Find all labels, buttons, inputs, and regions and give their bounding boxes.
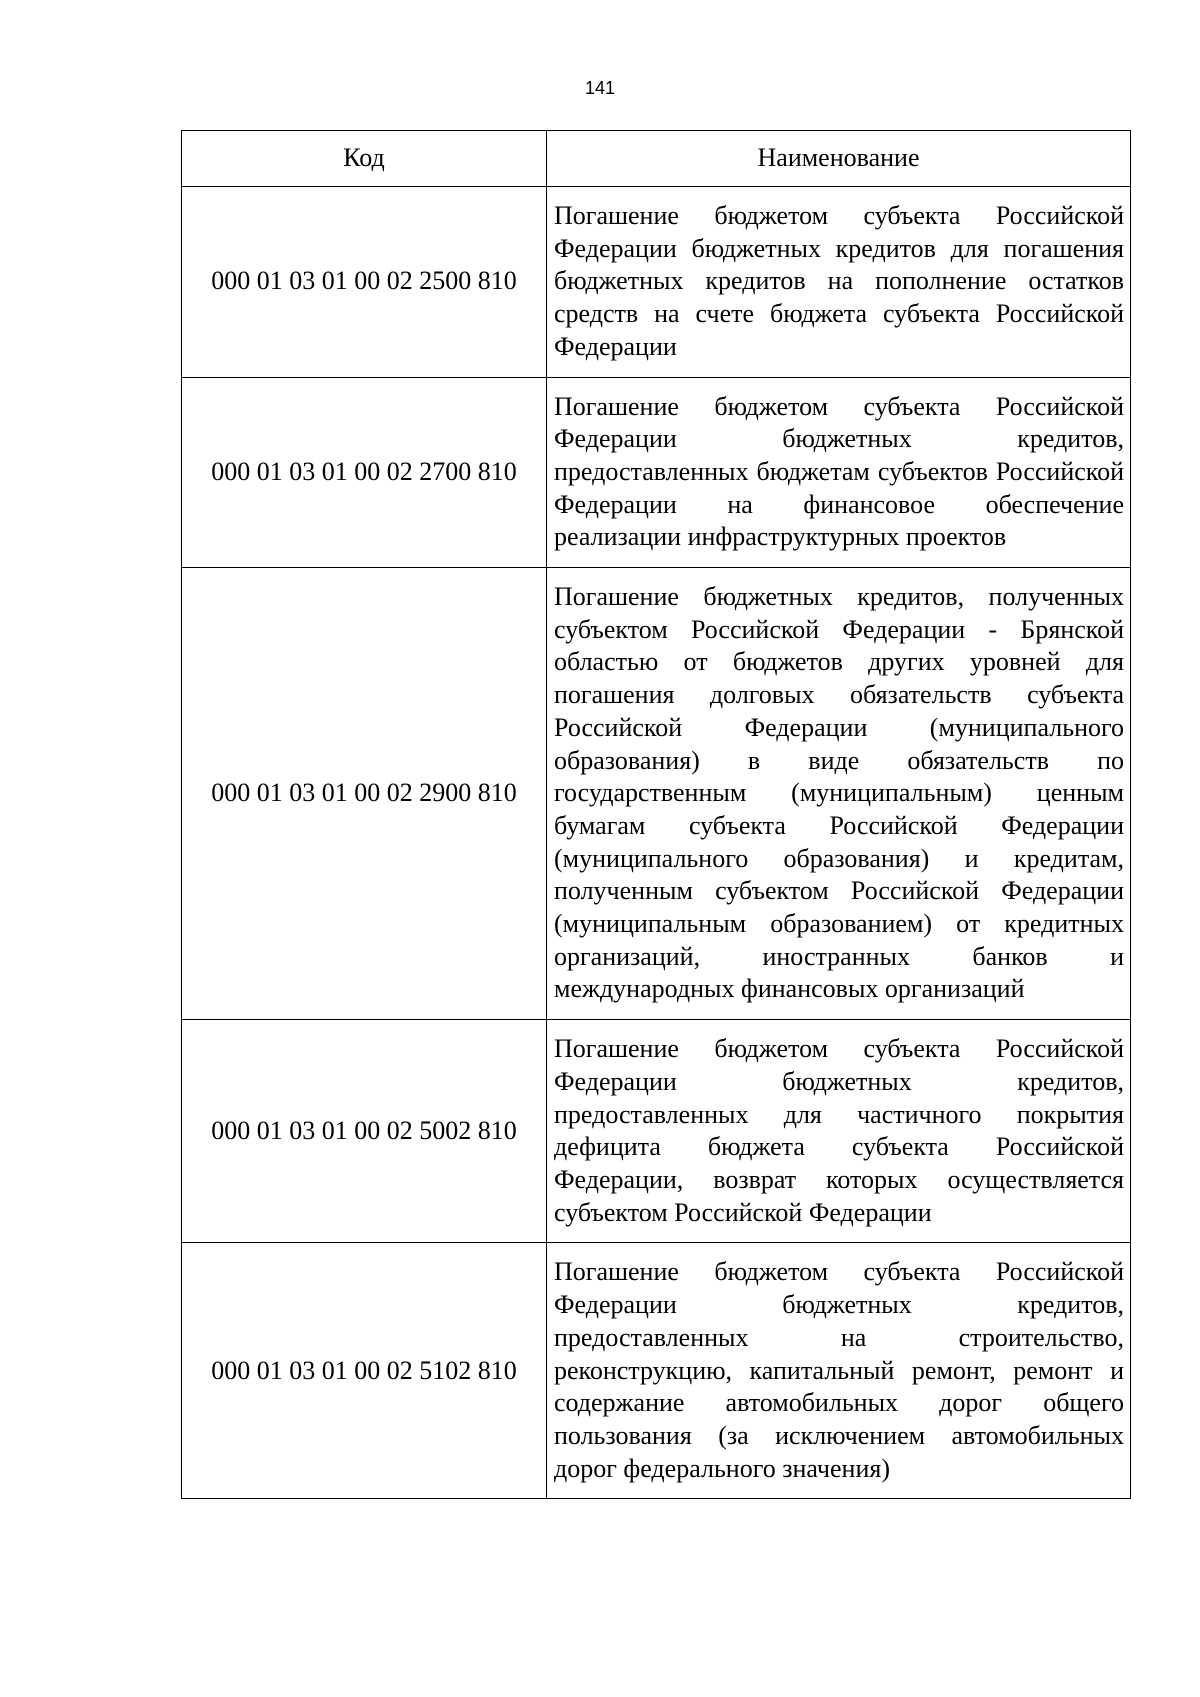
name-cell: Погашение бюджетом субъекта Российской Федерации бюджетных кредитов, предоставленных бюджетам субъектов Российской Федерации на финансовое обеспечение реализации инфраструктурных проектов — [547, 377, 1131, 568]
table-row — [182, 568, 1131, 1020]
header-name: Наименование — [547, 131, 1131, 187]
code-cell: 000 01 03 01 00 02 5002 810 — [182, 1020, 547, 1243]
table-row — [182, 1243, 1131, 1499]
code-cell: 000 01 03 01 00 02 5102 810 — [182, 1243, 547, 1499]
code-cell: 000 01 03 01 00 02 2700 810 — [182, 377, 547, 568]
name-cell: Погашение бюджетом субъекта Российской Федерации бюджетных кредитов, предоставленных на строительство, реконструкцию, капитальный ремонт, ремонт и содержание автомобильных дорог общего пользования (за исключением автомобильных дорог федерального значения) — [547, 1243, 1131, 1499]
table-header-row — [182, 131, 1131, 187]
table-row — [182, 1020, 1131, 1243]
name-cell: Погашение бюджетом субъекта Российской Федерации бюджетных кредитов, предоставленных для частичного покрытия дефицита бюджета субъекта Российской Федерации, возврат которых осуществляется субъектом Российской Федерации — [547, 1020, 1131, 1243]
page-number: 141 — [584, 78, 616, 98]
table-row — [182, 187, 1131, 378]
header-code: Код — [182, 131, 547, 187]
code-cell: 000 01 03 01 00 02 2500 810 — [182, 187, 547, 378]
name-cell: Погашение бюджетных кредитов, полученных субъектом Российской Федерации - Брянской областью от бюджетов других уровней для погашения долговых обязательств субъекта Российской Федерации (муниципального образования) в виде обязательств по государственным (муниципальным) ценным бумагам субъекта Российской Федерации (муниципального образования) и кредитам, полученным субъектом Российской Федерации (муниципальным образованием) от кредитных организаций, иностранных банков и международных финансовых организаций — [547, 568, 1131, 1020]
table-row — [182, 377, 1131, 568]
name-cell: Погашение бюджетом субъекта Российской Федерации бюджетных кредитов для погашения бюджетных кредитов на пополнение остатков средств на счете бюджета субъекта Российской Федерации — [547, 187, 1131, 378]
code-cell: 000 01 03 01 00 02 2900 810 — [182, 568, 547, 1020]
budget-codes-table — [181, 130, 1131, 1499]
